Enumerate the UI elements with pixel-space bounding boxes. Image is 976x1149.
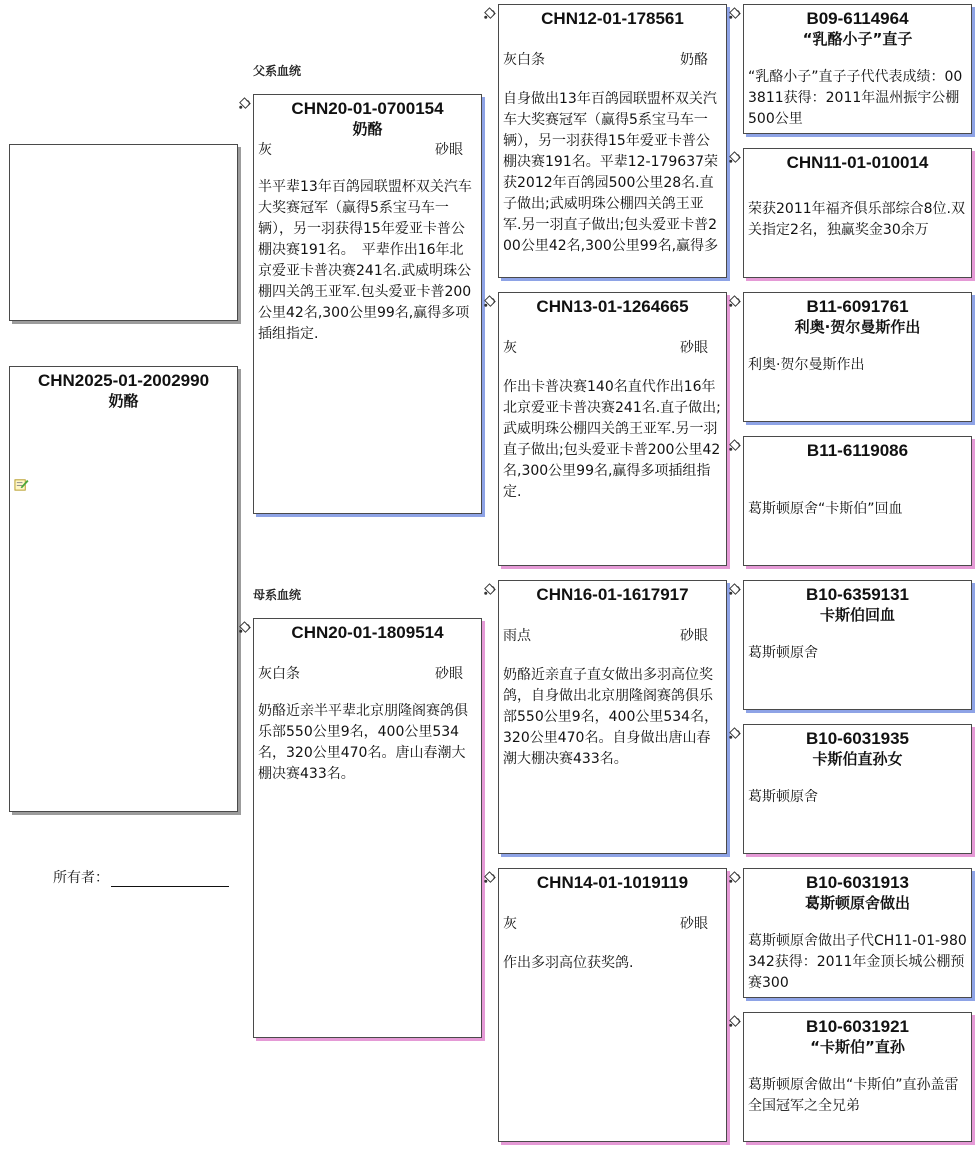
- paint-bucket-icon[interactable]: [727, 870, 742, 885]
- sire-dam-card[interactable]: [498, 292, 727, 566]
- photo-placeholder[interactable]: [9, 144, 238, 321]
- subject-card[interactable]: [9, 366, 238, 812]
- owner-line[interactable]: [111, 872, 229, 887]
- g3-name: 卡斯伯直孙女: [812, 750, 903, 768]
- edit-note-icon[interactable]: [14, 477, 29, 492]
- g3-ring: B10-6031921: [805, 1017, 910, 1036]
- g3-card-8[interactable]: [743, 1012, 972, 1142]
- sire-sire-color: 灰白条: [503, 52, 545, 68]
- owner-label: 所有者：: [53, 870, 109, 886]
- sire-description: 半平辈13年百鸽园联盟杯双关汽车大奖赛冠军（赢得5系宝马车一辆），另一羽获得15年爱亚卡普公棚决赛191名。 平辈作出16年北京爱亚卡普决赛241名.武威明珠公棚四关鸽王亚军.包头爱亚卡普200公里42名,300公里99名,赢得多项插组指定.: [258, 179, 472, 342]
- dam-sire-color: 雨点: [503, 628, 531, 644]
- sire-sire-description: 自身做出13年百鸽园联盟杯双关汽车大奖赛冠军（赢得5系宝马车一辆），另一羽获得15年爱亚卡普公棚决赛191名。平辈12-179637荣获2012年百鸽园500公里28名.直子做出;武威明珠公棚四关鸽王亚军.另一羽直子做出;包头爱亚卡普200公里42名,300公里99名,赢得多: [503, 91, 719, 254]
- subject-name: 奶酪: [108, 392, 139, 410]
- g3-ring: B10-6031935: [805, 729, 910, 748]
- g3-card-5[interactable]: [743, 580, 972, 710]
- g3-ring: B11-6091761: [806, 297, 909, 316]
- sire-dam-eye: 砂眼: [680, 340, 708, 356]
- g3-ring: B09-6114964: [806, 9, 909, 28]
- dam-dam-eye: 砂眼: [680, 916, 708, 932]
- g3-card-1[interactable]: [743, 4, 972, 134]
- g3-name: “卡斯伯”直孙: [810, 1038, 905, 1056]
- dam-sire-eye: 砂眼: [680, 628, 708, 644]
- dam-dam-color: 灰: [503, 916, 517, 932]
- g3-description: “乳酪小子”直子子代代表成绩：003811获得：2011年温州振宇公棚500公里: [748, 69, 963, 127]
- dam-dam-ring: CHN14-01-1019119: [536, 873, 689, 892]
- paint-bucket-icon[interactable]: [727, 582, 742, 597]
- sire-sire-card[interactable]: [498, 4, 727, 278]
- dam-color: 灰白条: [258, 666, 300, 682]
- paint-bucket-icon[interactable]: [727, 1014, 742, 1029]
- sire-dam-description: 作出卡普决赛140名直代作出16年北京爱亚卡普决赛241名.直子做出;武威明珠公棚四关鸽王亚军.另一羽直子做出;包头爱亚卡普200公里42名,300公里99名,赢得多项插组指定.: [503, 379, 721, 500]
- g3-card-7[interactable]: [743, 868, 972, 998]
- sire-dam-ring: CHN13-01-1264665: [536, 297, 689, 316]
- dam-sire-description: 奶酪近亲直子直女做出多羽高位奖鸽，自身做出北京朋隆阁赛鸽俱乐部550公里9名，400公里534名，320公里470名。自身做出唐山春潮大棚决赛433名。: [503, 667, 719, 767]
- paint-bucket-icon[interactable]: [482, 294, 497, 309]
- dam-sire-card[interactable]: [498, 580, 727, 854]
- g3-ring: CHN11-01-010014: [786, 153, 929, 172]
- g3-description: 葛斯顿原舍做出子代CH11-01-980342获得：2011年金顶长城公棚预赛300: [748, 933, 967, 991]
- paint-bucket-icon[interactable]: [727, 726, 742, 741]
- g3-ring: B11-6119086: [806, 441, 909, 460]
- dam-card[interactable]: [253, 618, 482, 1038]
- g3-description: 葛斯顿原舍: [748, 645, 818, 661]
- sire-sire-eye: 奶酪: [680, 52, 708, 68]
- g3-card-4[interactable]: [743, 436, 972, 566]
- paint-bucket-icon[interactable]: [482, 582, 497, 597]
- paint-bucket-icon[interactable]: [727, 438, 742, 453]
- maternal-label: 母系血统: [253, 588, 302, 602]
- g3-card-6[interactable]: [743, 724, 972, 854]
- sire-sire-ring: CHN12-01-178561: [541, 9, 684, 28]
- dam-eye: 砂眼: [435, 666, 463, 682]
- g3-ring: B10-6359131: [805, 585, 910, 604]
- paint-bucket-icon[interactable]: [237, 620, 252, 635]
- g3-name: 利奥·贺尔曼斯作出: [794, 318, 921, 336]
- paint-bucket-icon[interactable]: [727, 150, 742, 165]
- g3-ring: B10-6031913: [805, 873, 910, 892]
- g3-description: 荣获2011年福齐俱乐部综合8位.双关指定2名，独赢奖金30余万: [748, 201, 965, 238]
- sire-card[interactable]: [253, 94, 482, 514]
- dam-dam-card[interactable]: [498, 868, 727, 1142]
- g3-description: 葛斯顿原舍: [748, 789, 818, 805]
- dam-sire-ring: CHN16-01-1617917: [536, 585, 689, 604]
- g3-card-3[interactable]: [743, 292, 972, 422]
- subject-ring: CHN2025-01-2002990: [37, 371, 210, 390]
- g3-description: 葛斯顿原舍做出“卡斯伯”直孙盖雷全国冠军之全兄弟: [748, 1077, 959, 1114]
- paint-bucket-icon[interactable]: [482, 870, 497, 885]
- sire-dam-color: 灰: [503, 340, 517, 356]
- sire-ring: CHN20-01-0700154: [291, 99, 444, 118]
- owner-field: [53, 867, 229, 887]
- sire-name: 奶酪: [352, 120, 383, 138]
- paint-bucket-icon[interactable]: [237, 96, 252, 111]
- paternal-label: 父系血统: [253, 64, 302, 78]
- paint-bucket-icon[interactable]: [727, 294, 742, 309]
- sire-color: 灰: [258, 142, 272, 158]
- g3-description: 葛斯顿原舍“卡斯伯”回血: [748, 501, 903, 517]
- g3-card-2[interactable]: [743, 148, 972, 278]
- g3-name: 卡斯伯回血: [819, 606, 895, 624]
- dam-dam-description: 作出多羽高位获奖鸽.: [503, 955, 634, 971]
- dam-description: 奶酪近亲半平辈北京朋隆阁赛鸽俱乐部550公里9名，400公里534名，320公里470名。唐山春潮大棚决赛433名。: [258, 703, 468, 782]
- paint-bucket-icon[interactable]: [727, 6, 742, 21]
- g3-description: 利奥·贺尔曼斯作出: [748, 357, 865, 373]
- paint-bucket-icon[interactable]: [482, 6, 497, 21]
- dam-ring: CHN20-01-1809514: [291, 623, 444, 642]
- g3-name: “乳酪小子”直子: [802, 30, 913, 48]
- sire-eye: 砂眼: [435, 142, 463, 158]
- g3-name: 葛斯顿原舍做出: [804, 894, 910, 912]
